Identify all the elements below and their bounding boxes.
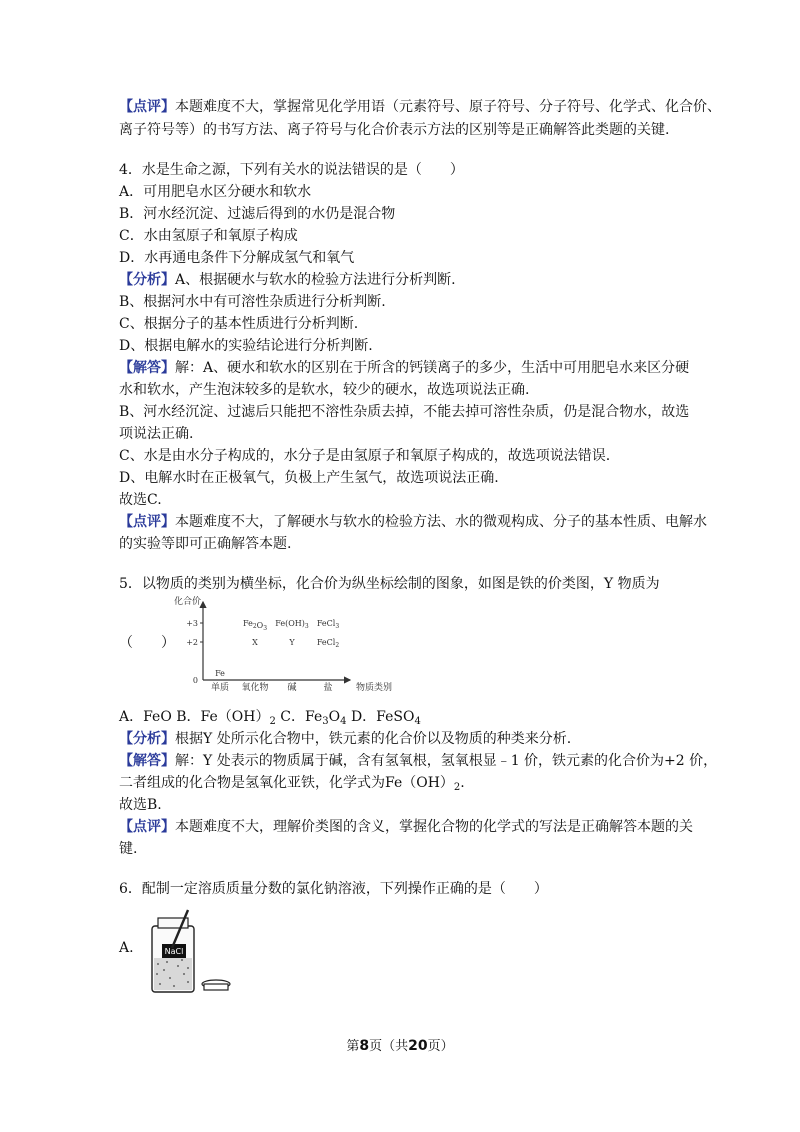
data-point-label: $Fe_2O_3$ xyxy=(242,619,268,632)
dish-base-shape xyxy=(204,984,228,990)
q5-paren: （ ） xyxy=(119,635,175,651)
solution-text: 解：Y 处表示的物质属于碱，含有氢氧根，氢氧根显﹣1 价，铁元素的化合价为+2 价， xyxy=(175,753,718,769)
subscript: 2 xyxy=(269,716,276,727)
salt-powder-shape xyxy=(154,958,192,990)
q5-comment-line-2: 键. xyxy=(119,841,138,857)
data-point-label: $Fe(OH)_3$ xyxy=(275,619,309,630)
q4-analysis-line-3: C、根据分子的基本性质进行分析判断. xyxy=(119,316,359,332)
data-point-label: Y xyxy=(289,638,295,647)
q5-solution-line-2 xyxy=(119,773,465,795)
q5-option-text: D．FeSO xyxy=(346,709,415,725)
q5-option-text: C．Fe xyxy=(275,709,323,725)
comment-text: 本题难度不大，理解价类图的含义，掌握化合物的化学式的写法是正确解答本题的关 xyxy=(175,819,693,835)
q4-option-b: B．河水经沉淀、过滤后得到的水仍是混合物 xyxy=(119,206,396,222)
q6-option-a-label: A. xyxy=(119,940,134,956)
q5-options xyxy=(119,707,421,729)
q4-comment-line-2: 的实验等即可正确解答本题. xyxy=(119,536,292,552)
comment-tag: 【点评】 xyxy=(119,99,175,115)
y-axis-label: 化合价 xyxy=(174,597,202,607)
q4-analysis-line-1 xyxy=(119,270,456,290)
valence-class-chart xyxy=(170,592,410,694)
q5-comment-line-1 xyxy=(119,817,693,837)
comment-tag: 【点评】 xyxy=(119,514,175,530)
page-footer xyxy=(0,1035,800,1054)
solution-text: . xyxy=(460,775,465,791)
q3-comment-line-2: 离子符号等）的书写方法、离子符号与化合价表示方法的区别等是正确解答此类题的关键. xyxy=(119,122,670,138)
y-tick-label: 0 xyxy=(192,676,198,685)
footer-text: 第 xyxy=(346,1039,360,1054)
footer-text: 页） xyxy=(427,1039,454,1054)
q4-solution-line-7: 故选C. xyxy=(119,492,162,508)
y-tick-label: +2 xyxy=(186,638,198,647)
q6-stem: 6．配制一定溶质质量分数的氯化钠溶液，下列操作正确的是（ ） xyxy=(119,881,548,897)
data-point-label: Fe xyxy=(215,669,225,678)
data-point-label: FeCl$_3$ xyxy=(316,619,340,630)
y-tick-label: +3 xyxy=(186,619,198,628)
nacl-bottle-figure xyxy=(148,908,238,996)
q4-option-c: C．水由氢原子和氧原子构成 xyxy=(119,228,298,244)
x-category-label: 碱 xyxy=(287,683,297,693)
solution-text: 解：A、硬水和软水的区别在于所含的钙镁离子的多少，生活中可用肥皂水来区分硬 xyxy=(175,360,690,376)
q4-solution-line-1 xyxy=(119,358,689,378)
q5-solution-line-3: 故选B. xyxy=(119,797,162,813)
q4-comment-line-1 xyxy=(119,512,707,532)
solution-tag: 【解答】 xyxy=(119,753,175,769)
x-category-label: 单质 xyxy=(210,683,230,693)
analysis-text: 根据Y 处所示化合物中，铁元素的化合价以及物质的种类来分析. xyxy=(175,731,572,747)
bottle-label-text: NaCl xyxy=(164,947,184,956)
x-category-label: 氧化物 xyxy=(241,683,269,693)
q4-option-a: A．可用肥皂水区分硬水和软水 xyxy=(119,184,312,200)
q5-analysis xyxy=(119,729,571,749)
q4-solution-line-6: D、电解水时在正极氧气，负极上产生氢气，故选项说法正确. xyxy=(119,470,499,486)
subscript: 3 xyxy=(322,716,329,727)
q4-analysis-line-4: D、根据电解水的实验结论进行分析判断. xyxy=(119,338,373,354)
q3-comment-line-1 xyxy=(119,97,721,117)
solution-tag: 【解答】 xyxy=(119,360,175,376)
q5-option-text: A．FeO B．Fe（OH） xyxy=(119,709,270,725)
data-point-label: X xyxy=(252,638,258,647)
x-axis-label: 物质类别 xyxy=(355,683,393,693)
subscript: 2 xyxy=(453,782,461,793)
q5-solution-line-1 xyxy=(119,751,717,771)
comment-tag: 【点评】 xyxy=(119,819,175,835)
q4-analysis-line-2: B、根据河水中有可溶性杂质进行分析判断. xyxy=(119,294,386,310)
x-category-label: 盐 xyxy=(323,683,333,693)
total-pages: 20 xyxy=(408,1038,428,1054)
comment-text: 本题难度不大，了解硬水与软水的检验方法、水的微观构成、分子的基本性质、电解水 xyxy=(175,514,707,530)
subscript: 4 xyxy=(414,716,421,727)
subscript: 4 xyxy=(340,716,347,727)
q4-stem: 4．水是生命之源，下列有关水的说法错误的是（ ） xyxy=(119,162,464,178)
q4-option-d: D．水再通电条件下分解成氢气和氧气 xyxy=(119,250,355,266)
solution-text: 二者组成的化合物是氢氧化亚铁，化学式为Fe（OH） xyxy=(119,775,454,791)
analysis-tag: 【分析】 xyxy=(119,731,175,747)
comment-text: 本题难度不大，掌握常见化学用语（元素符号、原子符号、分子符号、化学式、化合价、 xyxy=(175,99,721,115)
q4-solution-line-2: 水和软水，产生泡沫较多的是软水，较少的硬水，故选项说法正确. xyxy=(119,382,530,398)
q4-solution-line-5: C、水是由水分子构成的，水分子是由氢原子和氧原子构成的，故选项说法错误. xyxy=(119,448,611,464)
q5-stem: 5．以物质的类别为横坐标，化合价为纵坐标绘制的图象，如图是铁的价类图，Y 物质为 xyxy=(119,576,660,592)
page-number: 8 xyxy=(359,1038,370,1054)
footer-text: 页（共 xyxy=(369,1039,409,1054)
data-point-label: FeCl$_2$ xyxy=(316,638,340,649)
analysis-tag: 【分析】 xyxy=(119,272,175,288)
q4-solution-line-3: B、河水经沉淀、过滤后只能把不溶性杂质去掉，不能去掉可溶性杂质，仍是混合物水，故选 xyxy=(119,404,690,420)
analysis-text: A、根据硬水与软水的检验方法进行分析判断. xyxy=(175,272,456,288)
q4-solution-line-4: 项说法正确. xyxy=(119,426,194,442)
q5-option-text: O xyxy=(328,709,341,725)
